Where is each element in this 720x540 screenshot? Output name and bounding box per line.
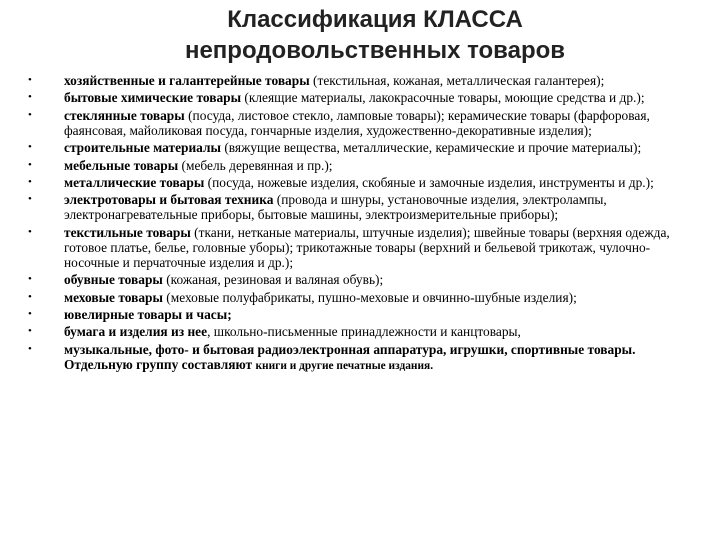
list-item (28, 192, 698, 222)
item-text: (посуда, ножевые изделия, скобяные и замочные изделия, инструменты и др.); (204, 174, 654, 190)
item-text: (клеящие материалы, лакокрасочные товары, моющие средства и др.); (241, 90, 645, 106)
item-bold-text: строительные материалы (64, 140, 221, 156)
list-item (28, 307, 698, 322)
page-title (0, 4, 720, 66)
item-text: , школьно-письменные принадлежности и канцтовары, (207, 324, 521, 340)
title-line-1: Классификация КЛАССА (227, 6, 523, 33)
list-item (28, 342, 698, 374)
item-text: (посуда, листовое стекло, ламповые товары); керамические товары (фарфоровая, фаянсовая, майоликовая посуда, гончарные изделия, художественно-декоративные изделия); (64, 107, 650, 138)
bullet: • (28, 225, 32, 238)
item-bold-text: электротовары и бытовая техника (64, 192, 274, 208)
list-item (28, 324, 698, 339)
item-bold-text: бумага и изделия из нее (64, 324, 208, 340)
bullet: • (28, 290, 32, 303)
list-item (28, 290, 698, 305)
item-text: (меховые полуфабрикаты, пушно-меховые и овчинно-шубные изделия); (162, 289, 577, 305)
bullet: • (28, 307, 32, 320)
title-line-2: непродовольственных товаров (184, 37, 566, 64)
item-text: (провода и шнуры, установочные изделия, электролампы, электронагревательные приборы, бытовые машины, электроизмерительные приборы); (64, 192, 607, 223)
list-item (28, 272, 698, 287)
item-small-bold-text: книги и другие печатные издания. (255, 359, 434, 372)
item-text: (мебель деревянная и пр.); (178, 157, 333, 173)
item-bold-text: меховые товары (64, 289, 163, 305)
list-item (28, 140, 698, 155)
list-item (28, 108, 698, 138)
item-text: (вяжущие вещества, металлические, керамические и прочие материалы); (220, 140, 642, 156)
item-bold-text: обувные товары (64, 272, 163, 288)
item-bold-text: текстильные товары (64, 224, 191, 240)
item-bold-text: музыкальные, фото- и бытовая радиоэлектронная аппаратура, игрушки, спортивные товары. (64, 341, 636, 357)
list-item (28, 158, 698, 173)
list-item (28, 73, 698, 88)
list-item (28, 90, 698, 105)
item-text: (текстильная, кожаная, металлическая галантерея); (309, 73, 605, 88)
list-item (28, 175, 698, 190)
item-bold-text: хозяйственные и галантерейные товары (64, 73, 310, 88)
bullet: • (28, 158, 32, 171)
item-text: Отдельную группу составляют (64, 356, 256, 372)
item-bold-text: металлические товары (64, 174, 205, 190)
bullet: • (28, 273, 32, 286)
item-text: (ткани, нетканые материалы, штучные изделия); швейные товары (верхняя одежда, готовое платье, белье, головные уборы); трикотажные товары (верхний и бельевой трикотаж, чулочно-носочные и перчаточные изделия и др.); (64, 224, 670, 270)
bullet: • (28, 108, 32, 121)
bullet: • (28, 325, 32, 338)
item-bold-text: мебельные товары (64, 157, 179, 173)
list-item (28, 225, 698, 270)
bullet: • (28, 91, 32, 104)
item-bold-text: стеклянные товары (64, 107, 185, 123)
item-bold-text: бытовые химические товары (64, 90, 242, 106)
bullet: • (28, 175, 32, 188)
item-text: (кожаная, резиновая и валяная обувь); (162, 272, 384, 288)
classification-list (28, 73, 698, 376)
bullet: • (28, 141, 32, 154)
item-bold-text: ювелирные товары и часы; (64, 306, 232, 322)
bullet: • (28, 342, 32, 355)
bullet: • (28, 193, 32, 206)
bullet: • (28, 74, 32, 86)
